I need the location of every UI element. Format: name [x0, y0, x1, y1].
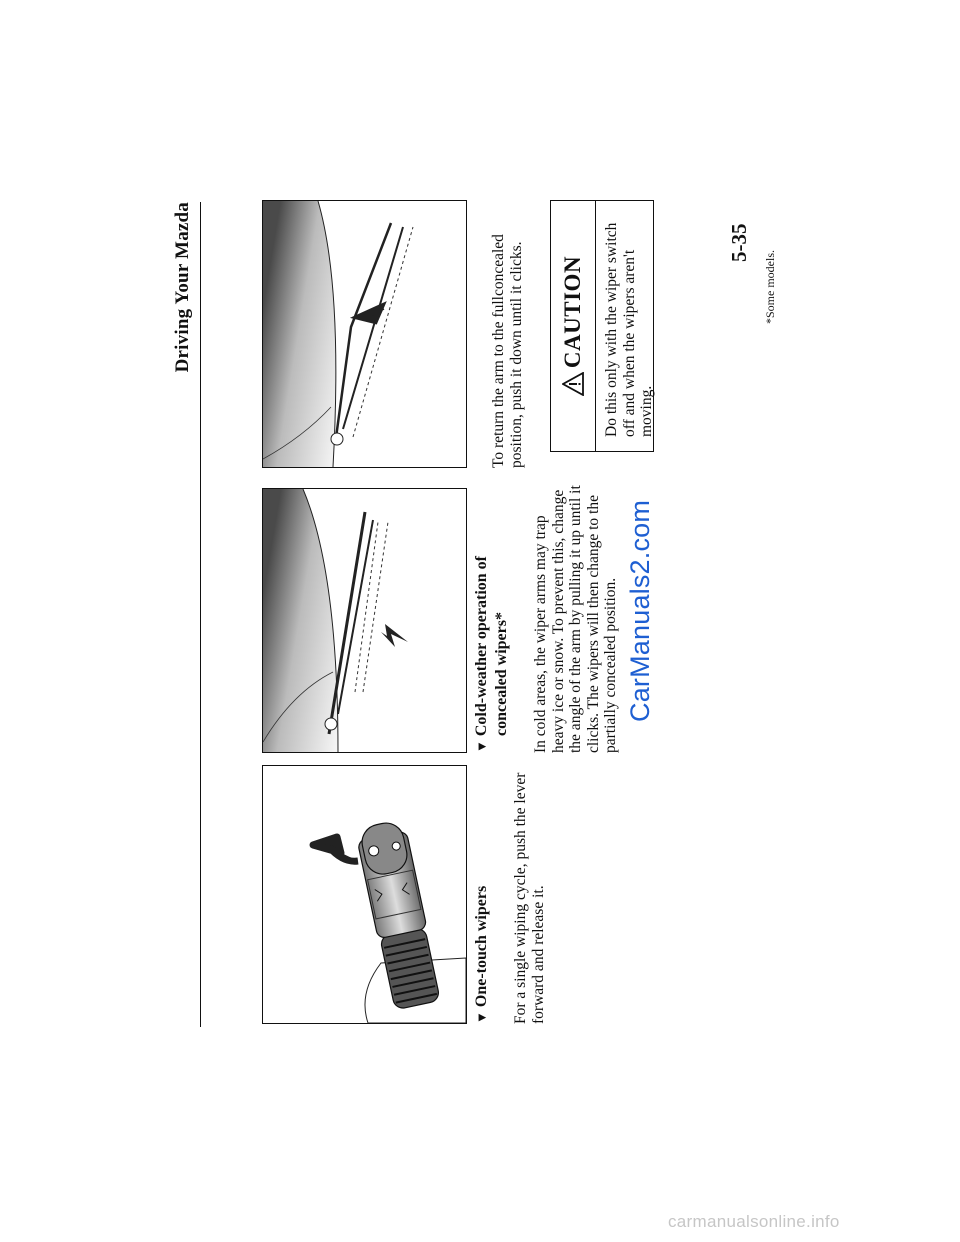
paragraph-cold-weather: In cold areas, the wiper arms may trap heavy ice or snow. To prevent this, change the angle of the arm by pulling it up until it clicks. The wipers will then change to the partially concealed position.: [532, 485, 619, 753]
figure-wiper-lower: [262, 200, 467, 468]
paragraph-one-touch: For a single wiping cycle, push the lever forward and release it.: [512, 772, 547, 1024]
watermark-carmanuals2: CarManuals2.com: [625, 499, 655, 722]
footnote: *Some models.: [763, 250, 777, 324]
triangle-marker-icon: ▼: [474, 1011, 489, 1024]
paragraph-return-arm: To return the arm to the fullconcealed position, push it down until it clicks.: [490, 234, 525, 468]
wiper-raise-illustration: [263, 489, 466, 752]
heading-text-line2: concealed wipers*: [493, 612, 510, 736]
caution-title: CAUTION: [560, 255, 585, 369]
page-number: 5-35: [727, 223, 751, 262]
page-header: Driving Your Mazda: [172, 202, 193, 373]
triangle-marker-icon: ▼: [474, 740, 489, 753]
section-heading-cold-weather: [472, 483, 512, 753]
figure-wiper-lever: [262, 765, 467, 1024]
wiper-lower-illustration: [263, 201, 466, 467]
heading-text: One-touch wipers: [473, 885, 490, 1008]
caution-header: [551, 201, 596, 451]
warning-triangle-icon: [562, 372, 584, 396]
wiper-lever-illustration: [263, 766, 466, 1023]
caution-text: Do this only with the wiper switch off and when the wipers aren't moving.: [603, 222, 655, 437]
watermark-carmanualsonline: carmanualsonline.info: [668, 1212, 840, 1231]
caution-box: [550, 200, 654, 452]
heading-text-line1: Cold-weather operation of: [473, 556, 490, 737]
section-heading-one-touch: [472, 774, 492, 1024]
figure-wiper-raise: [262, 488, 467, 753]
header-rule: [200, 202, 201, 1027]
